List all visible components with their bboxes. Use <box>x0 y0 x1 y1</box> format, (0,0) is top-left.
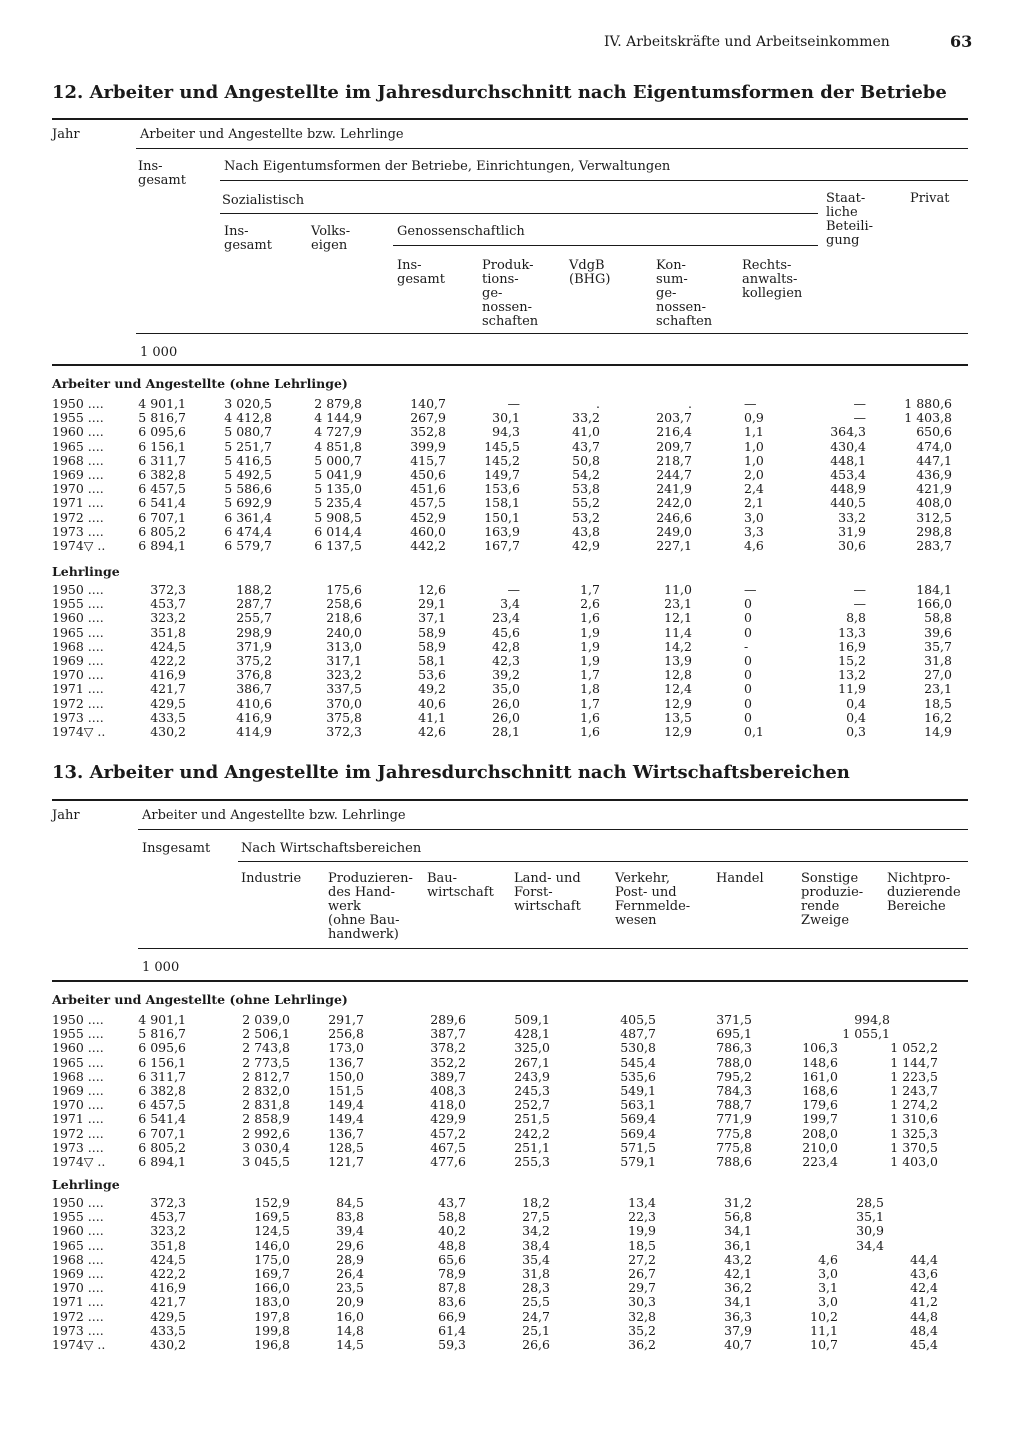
divider <box>52 980 968 982</box>
value-column: 31,2 56,8 34,1 36,1 43,2 42,1 36,2 34,1 36,3 37,9 40,7 <box>724 1195 752 1353</box>
page-number: 63 <box>950 32 973 51</box>
value-column: — 30,1 94,3 145,5 145,2 149,7 153,6 158,1 150,1 163,9 167,7 <box>484 396 520 554</box>
col-header-rechtsanwaltskollegien: Rechts- anwalts- kollegien <box>742 258 803 301</box>
section-label: Lehrlinge <box>52 564 120 579</box>
divider <box>393 245 818 246</box>
value-column: 140,7 267,9 352,8 399,9 415,7 450,6 451,6 457,5 452,9 460,0 442,2 <box>410 396 446 554</box>
value-column: 43,7 58,8 40,2 48,8 65,6 78,9 87,8 83,6 66,9 61,4 59,3 <box>438 1195 466 1353</box>
value-column: . 33,2 41,0 43,7 50,8 54,2 53,8 55,2 53,2 43,8 42,9 <box>572 396 600 554</box>
col-header-vdgb: VdgB (BHG) <box>569 258 611 287</box>
section-label: Arbeiter und Angestellte (ohne Lehrlinge) <box>52 376 348 391</box>
value-column: 4 901,1 5 816,7 6 095,6 6 156,1 6 311,7 6 382,8 6 457,5 6 541,4 6 707,1 6 805,2 6 894,1 <box>138 1012 186 1170</box>
value-column: — 0 0 0 - 0 0 0 0 0 0,1 <box>744 582 764 740</box>
divider <box>52 364 968 366</box>
col-header-top: Arbeiter und Angestellte bzw. Lehrlinge <box>142 808 406 823</box>
col-header-gen-insgesamt: Ins- gesamt <box>397 258 445 287</box>
year-column: 1950 .... 1955 .... 1960 .... 1965 .... 1968 .... 1969 .... 1970 .... 1971 .... 1972 .... 1973 .... 1974▽ .. <box>52 1195 106 1353</box>
value-column: 509,1 428,1 325,0 267,1 243,9 245,3 252,7 251,5 242,2 251,1 255,3 <box>514 1012 550 1170</box>
col-header-bauwirtschaft: Bau- wirtschaft <box>427 871 494 900</box>
value-column: 289,6 387,7 378,2 352,2 389,7 408,3 418,0 429,9 457,2 467,5 477,6 <box>430 1012 466 1170</box>
col-header-nach: Nach Eigentumsformen der Betriebe, Einrichtungen, Verwaltungen <box>224 159 671 174</box>
value-column: 372,3 453,7 323,2 351,8 424,5 422,2 416,9 421,7 429,5 433,5 430,2 <box>150 582 186 740</box>
divider <box>52 118 968 120</box>
col-header-staatliche-beteiligung: Staat- liche Beteili- gung <box>826 191 874 248</box>
value-column: 184,1 166,0 58,8 39,6 35,7 31,8 27,0 23,1 18,5 16,2 14,9 <box>916 582 952 740</box>
value-column: 12,6 29,1 37,1 58,9 58,9 58,1 53,6 49,2 40,6 41,1 42,6 <box>418 582 446 740</box>
col-header-produktionsgenossenschaften: Produk- tions- ge- nossen- schaften <box>482 258 539 329</box>
col-header-jahr: Jahr <box>52 808 80 823</box>
value-column: 2 039,0 2 506,1 2 743,8 2 773,5 2 812,7 2 832,0 2 831,8 2 858,9 2 992,6 3 030,4 3 045,5 <box>242 1012 290 1170</box>
col-header-privat: Privat <box>910 191 950 206</box>
col-header-verkehr: Verkehr, Post- und Fernmelde- wesen <box>615 871 691 928</box>
col-header-industrie: Industrie <box>241 871 302 886</box>
merged-value-column: 994,8 1 055,1 <box>842 1012 890 1042</box>
col-header-soz-insgesamt: Ins- gesamt <box>224 224 272 253</box>
value-column: — — 8,8 13,3 16,9 15,2 13,2 11,9 0,4 0,4 0,3 <box>838 582 866 740</box>
col-header-top: Arbeiter und Angestellte bzw. Lehrlinge <box>140 127 404 142</box>
value-column: 4 901,1 5 816,7 6 095,6 6 156,1 6 311,7 6 382,8 6 457,5 6 541,4 6 707,1 6 805,2 6 894,1 <box>138 396 186 554</box>
section-label: Lehrlinge <box>52 1177 120 1192</box>
value-column: 13,4 22,3 19,9 18,5 27,2 26,7 29,7 30,3 32,8 35,2 36,2 <box>628 1195 656 1353</box>
value-column: — — 364,3 430,4 448,1 453,4 448,9 440,5 33,2 31,9 30,6 <box>830 396 866 554</box>
unit-label: 1 000 <box>140 345 178 360</box>
col-header-sonstige: Sonstige produzie- rende Zweige <box>801 871 864 928</box>
value-column: . 203,7 216,4 209,7 218,7 244,7 241,9 242,0 246,6 249,0 227,1 <box>656 396 692 554</box>
col-header-handel: Handel <box>716 871 764 886</box>
col-header-konsumgenossenschaften: Kon- sum- ge- nossen- schaften <box>656 258 713 329</box>
value-column: 2 879,8 4 144,9 4 727,9 4 851,8 5 000,7 5 041,9 5 135,0 5 235,4 5 908,5 6 014,4 6 137,5 <box>314 396 362 554</box>
table-12-title: 12. Arbeiter und Angestellte im Jahresdurchschnitt nach Eigentumsformen der Betriebe <box>52 82 947 103</box>
value-column: 44,4 43,6 42,4 41,2 44,8 48,4 45,4 <box>910 1251 938 1353</box>
value-column: 84,5 83,8 39,4 29,6 28,9 26,4 23,5 20,9 16,0 14,8 14,5 <box>336 1195 364 1353</box>
unit-label: 1 000 <box>142 960 180 975</box>
divider <box>238 861 968 862</box>
col-header-nach: Nach Wirtschaftsbereichen <box>241 841 422 856</box>
col-header-handwerk: Produzieren- des Hand- werk (ohne Bau- handwerk) <box>328 871 413 942</box>
value-column: 372,3 453,7 323,2 351,8 424,5 422,2 416,9 421,7 429,5 433,5 430,2 <box>150 1195 186 1353</box>
col-header-sozialistisch: Sozialistisch <box>222 193 305 208</box>
value-column: 4,6 3,0 3,1 3,0 10,2 11,1 10,7 <box>810 1251 838 1353</box>
divider <box>220 180 968 181</box>
value-column: 1 880,6 1 403,8 650,6 474,0 447,1 436,9 421,9 408,0 312,5 298,8 283,7 <box>904 396 952 554</box>
value-column: 1 052,2 1 144,7 1 223,5 1 243,7 1 274,2 1 310,6 1 325,3 1 370,5 1 403,0 <box>890 1040 938 1170</box>
col-header-insgesamt: Ins- gesamt <box>138 159 186 188</box>
col-header-insgesamt: Insgesamt <box>142 841 211 856</box>
value-column: — 0,9 1,1 1,0 1,0 2,0 2,4 2,1 3,0 3,3 4,6 <box>744 396 764 554</box>
section-label: Arbeiter und Angestellte (ohne Lehrlinge) <box>52 992 348 1007</box>
value-column: 371,5 695,1 786,3 788,0 795,2 784,3 788,7 771,9 775,8 775,8 788,6 <box>716 1012 752 1170</box>
divider <box>138 948 968 949</box>
value-column: 188,2 287,7 255,7 298,9 371,9 375,2 376,8 386,7 410,6 416,9 414,9 <box>236 582 272 740</box>
col-header-jahr: Jahr <box>52 127 80 142</box>
value-column: 18,2 27,5 34,2 38,4 35,4 31,8 28,3 25,5 24,7 25,1 26,6 <box>522 1195 550 1353</box>
value-column: 291,7 256,8 173,0 136,7 150,0 151,5 149,4 149,4 136,7 128,5 121,7 <box>328 1012 364 1170</box>
value-column: 11,0 23,1 12,1 11,4 14,2 13,9 12,8 12,4 12,9 13,5 12,9 <box>664 582 692 740</box>
divider <box>52 799 968 801</box>
year-column: 1950 .... 1955 .... 1960 .... 1965 .... 1968 .... 1969 .... 1970 .... 1971 .... 1972 .... 1973 .... 1974▽ .. <box>52 1012 106 1170</box>
table-13-title: 13. Arbeiter und Angestellte im Jahresdurchschnitt nach Wirtschaftsbereichen <box>52 762 850 783</box>
value-column: 3 020,5 4 412,8 5 080,7 5 251,7 5 416,5 5 492,5 5 586,6 5 692,9 6 361,4 6 474,4 6 579,7 <box>224 396 272 554</box>
divider <box>138 829 968 830</box>
running-header: IV. Arbeitskräfte und Arbeitseinkommen <box>604 34 890 50</box>
col-header-land-forst: Land- und Forst- wirtschaft <box>514 871 581 914</box>
value-column: 106,3 148,6 161,0 168,6 179,6 199,7 208,0 210,0 223,4 <box>802 1040 838 1170</box>
divider <box>220 213 818 214</box>
divider <box>136 148 968 149</box>
divider <box>136 333 968 334</box>
year-column: 1950 .... 1955 .... 1960 .... 1965 .... 1968 .... 1969 .... 1970 .... 1971 .... 1972 .... 1973 .... 1974▽ .. <box>52 396 106 554</box>
year-column: 1950 .... 1955 .... 1960 .... 1965 .... 1968 .... 1969 .... 1970 .... 1971 .... 1972 .... 1973 .... 1974▽ .. <box>52 582 106 740</box>
merged-value-column: 28,5 35,1 30,9 34,4 <box>856 1195 884 1253</box>
value-column: — 3,4 23,4 45,6 42,8 42,3 39,2 35,0 26,0 26,0 28,1 <box>492 582 520 740</box>
value-column: 175,6 258,6 218,6 240,0 313,0 317,1 323,2 337,5 370,0 375,8 372,3 <box>326 582 362 740</box>
value-column: 152,9 169,5 124,5 146,0 175,0 169,7 166,0 183,0 197,8 199,8 196,8 <box>254 1195 290 1353</box>
col-header-volkseigen: Volks- eigen <box>311 224 351 253</box>
value-column: 1,7 2,6 1,6 1,9 1,9 1,9 1,7 1,8 1,7 1,6 1,6 <box>580 582 600 740</box>
col-header-nichtproduzierende: Nichtpro- duzierende Bereiche <box>887 871 961 914</box>
col-header-genossenschaftlich: Genossenschaftlich <box>397 224 525 239</box>
value-column: 405,5 487,7 530,8 545,4 535,6 549,1 563,1 569,4 569,4 571,5 579,1 <box>620 1012 656 1170</box>
